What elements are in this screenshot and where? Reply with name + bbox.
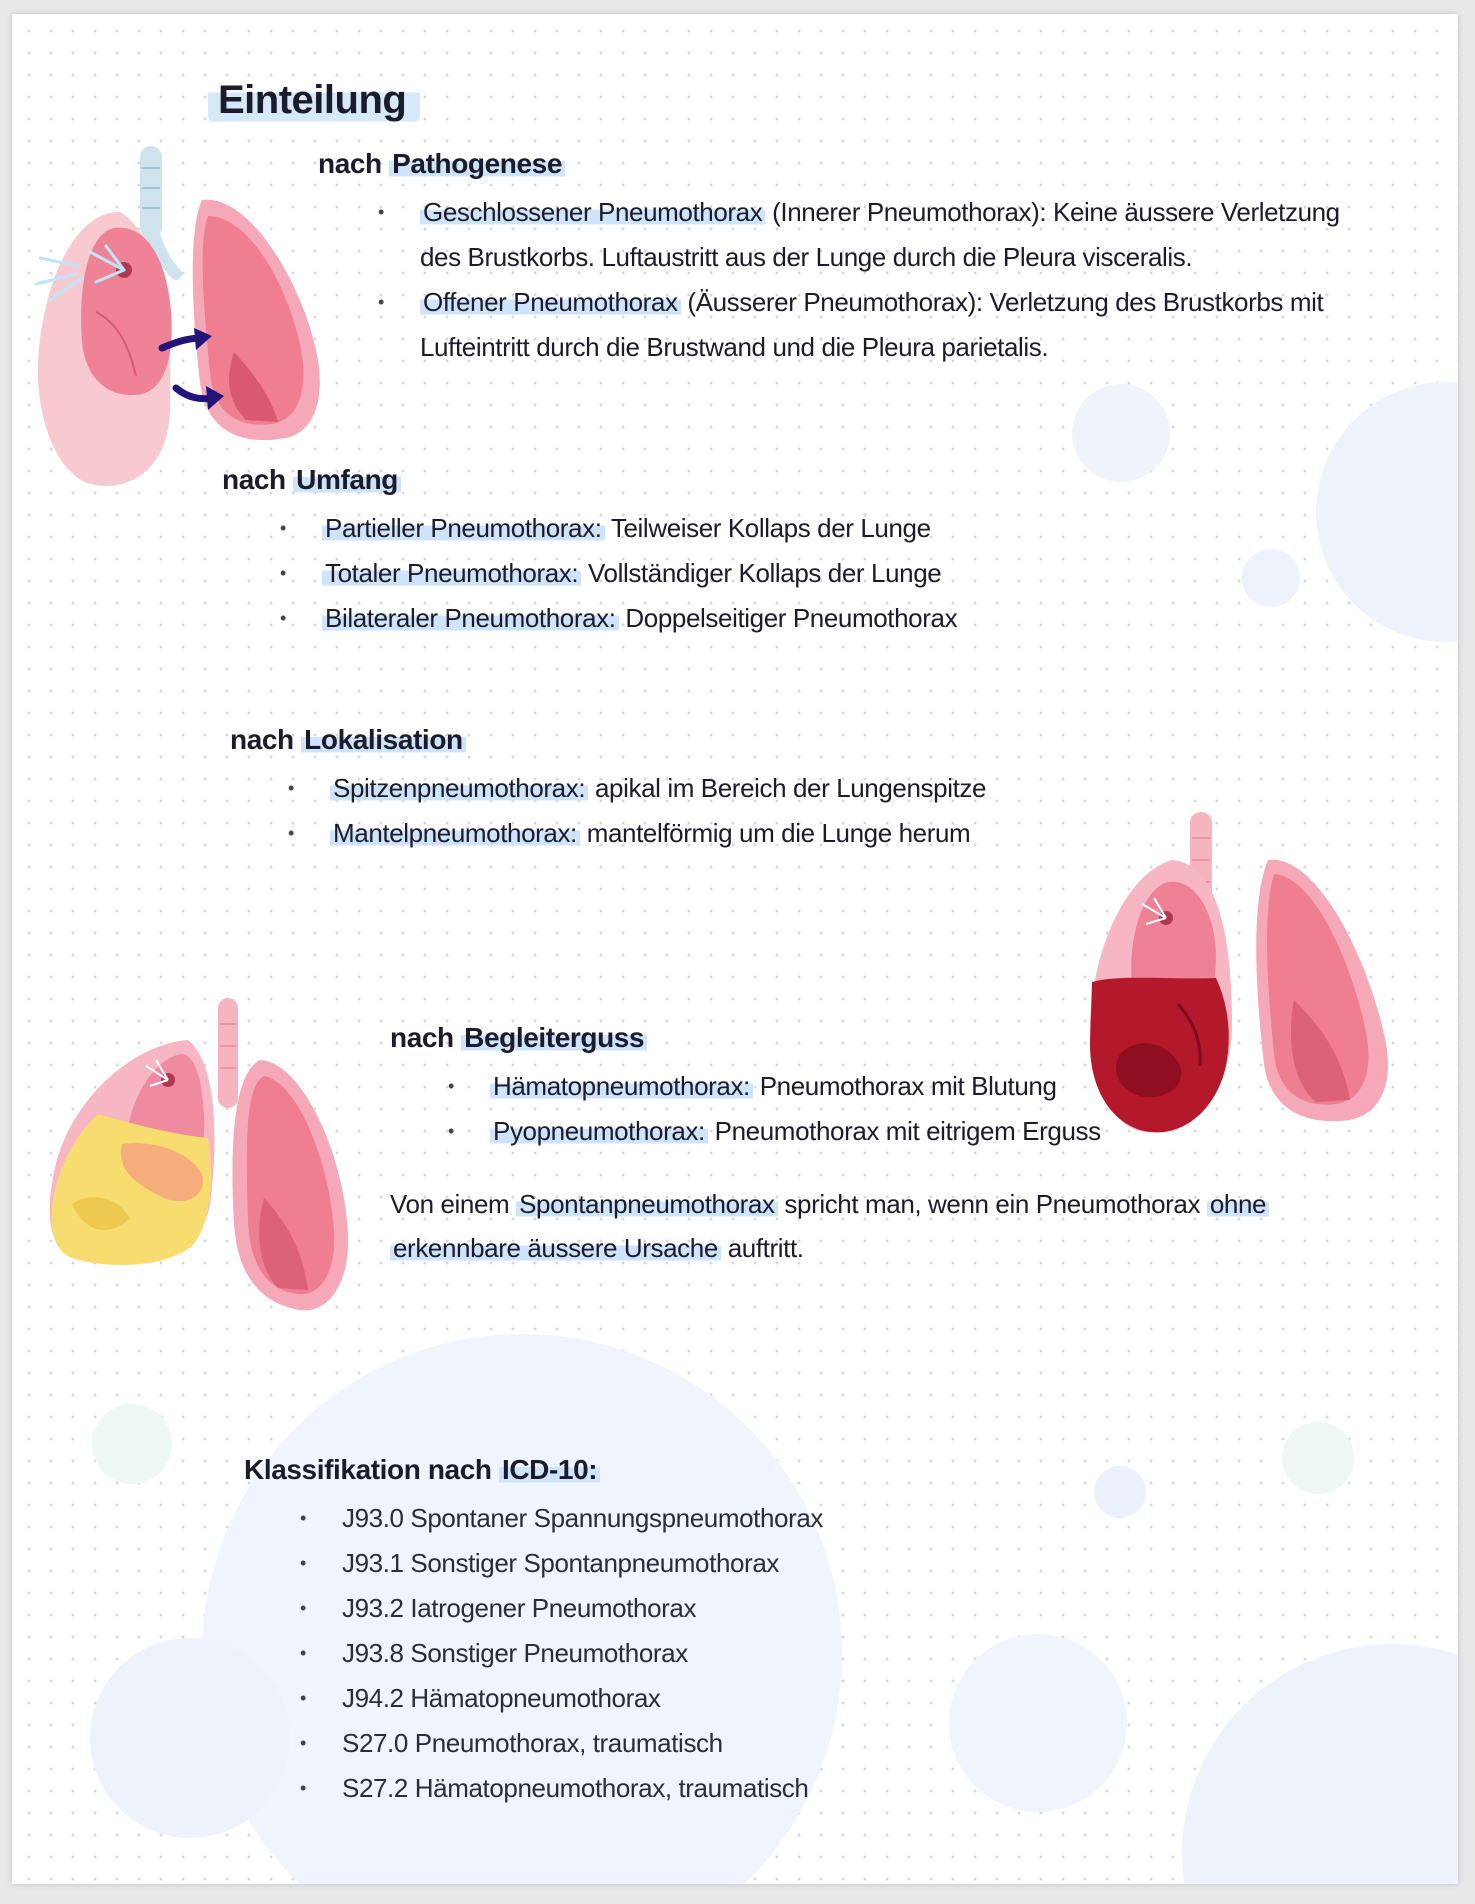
item-text: Vollständiger Kollaps der Lunge (581, 558, 942, 588)
term-highlight: Partieller Pneumothorax: (322, 513, 605, 543)
term-highlight: erkennbare äussere Ursache (390, 1233, 721, 1263)
section-prefix: Klassifikation nach (244, 1454, 499, 1485)
section-lokalisation (230, 724, 986, 856)
term-highlight: Mantelpneumothorax: (330, 818, 580, 848)
term-highlight: Geschlossener Pneumothorax (420, 197, 765, 227)
text-part: Von einem (390, 1189, 517, 1219)
term-highlight: Bilateraler Pneumothorax: (322, 603, 619, 633)
list-item (420, 190, 1340, 280)
list-item: • J93.8 Sonstiger Pneumothorax (342, 1631, 823, 1676)
lung-haemothorax-illustration (1080, 804, 1420, 1144)
pathogenese-list (420, 190, 1340, 370)
section-keyword: Lokalisation (301, 724, 466, 755)
term-highlight: Totaler Pneumothorax: (322, 558, 581, 588)
item-text: Teilweiser Kollaps der Lunge (604, 513, 931, 543)
umfang-list (322, 506, 957, 641)
decor-bubble (949, 1634, 1127, 1812)
list-item (490, 1109, 1101, 1154)
decor-bubble (1072, 384, 1170, 482)
spontan-definition (390, 1182, 1269, 1270)
list-item (322, 506, 957, 551)
section-title (230, 724, 986, 756)
section-pathogenese (318, 148, 1340, 370)
list-item (330, 811, 986, 856)
list-item (330, 766, 986, 811)
decor-bubble (1182, 1644, 1458, 1884)
trachea (140, 146, 162, 238)
text-part: spricht man, wenn ein Pneumothorax (777, 1189, 1207, 1219)
section-keyword: Umfang (293, 464, 401, 495)
item-text: Pneumothorax mit eitrigem Erguss (707, 1116, 1101, 1146)
trachea (218, 998, 238, 1108)
section-prefix: nach (222, 464, 286, 495)
decor-bubble (92, 1404, 172, 1484)
item-text: Doppelseitiger Pneumothorax (618, 603, 958, 633)
list-item: • J94.2 Hämatopneumothorax (342, 1676, 823, 1721)
section-keyword: Begleiterguss (461, 1022, 647, 1053)
term-highlight: Offener Pneumothorax (420, 287, 681, 317)
term-highlight: Pyopneumothorax: (490, 1116, 708, 1146)
decor-bubble (1242, 549, 1300, 607)
decor-bubble (1282, 1422, 1354, 1494)
note-page (12, 14, 1458, 1884)
section-icd10 (244, 1454, 823, 1811)
list-item: • S27.2 Hämatopneumothorax, traumatisch (342, 1766, 823, 1811)
section-prefix: nach (390, 1022, 454, 1053)
icd-list (342, 1496, 823, 1811)
list-item: • J93.1 Sonstiger Spontanpneumothorax (342, 1541, 823, 1586)
section-prefix: nach (318, 148, 382, 179)
item-text: Lufteintritt durch die Brustwand und die Pleura parietalis. (420, 332, 1049, 362)
begleiterguss-list (490, 1064, 1101, 1154)
list-item: • S27.0 Pneumothorax, traumatisch (342, 1721, 823, 1766)
item-text: (Äusserer Pneumothorax): Verletzung des Brustkorbs mit (680, 287, 1324, 317)
list-item (322, 551, 957, 596)
list-item: • J93.2 Iatrogener Pneumothorax (342, 1586, 823, 1631)
section-title (222, 464, 957, 496)
section-prefix: nach (230, 724, 294, 755)
term-highlight: ohne (1207, 1189, 1269, 1219)
section-begleiterguss (390, 1022, 1101, 1154)
list-item (490, 1064, 1101, 1109)
item-text: Pneumothorax mit Blutung (752, 1071, 1057, 1101)
item-text: apikal im Bereich der Lungenspitze (588, 773, 987, 803)
page-title: Einteilung (208, 74, 420, 127)
section-title (390, 1022, 1101, 1054)
list-item (322, 596, 957, 641)
term-highlight: Spitzenpneumothorax: (330, 773, 588, 803)
lung-pyothorax-illustration (32, 984, 372, 1324)
item-text: (Innerer Pneumothorax): Keine äussere Verletzung (765, 197, 1340, 227)
term-highlight: Spontanpneumothorax (516, 1189, 778, 1219)
list-item: • J93.0 Spontaner Spannungspneumothorax (342, 1496, 823, 1541)
lokalisation-list (330, 766, 986, 856)
decor-bubble (1094, 1466, 1146, 1518)
section-title (318, 148, 1340, 180)
list-item (420, 280, 1340, 370)
section-keyword: Pathogenese (389, 148, 565, 179)
term-highlight: Hämatopneumothorax: (490, 1071, 753, 1101)
section-keyword: ICD-10: (499, 1454, 600, 1485)
text-part: auftritt. (720, 1233, 804, 1263)
item-text: mantelförmig um die Lunge herum (579, 818, 971, 848)
item-text: des Brustkorbs. Luftaustritt aus der Lunge durch die Pleura visceralis. (420, 242, 1193, 272)
decor-bubble (1316, 382, 1458, 642)
section-title (244, 1454, 823, 1486)
section-umfang (222, 464, 957, 641)
